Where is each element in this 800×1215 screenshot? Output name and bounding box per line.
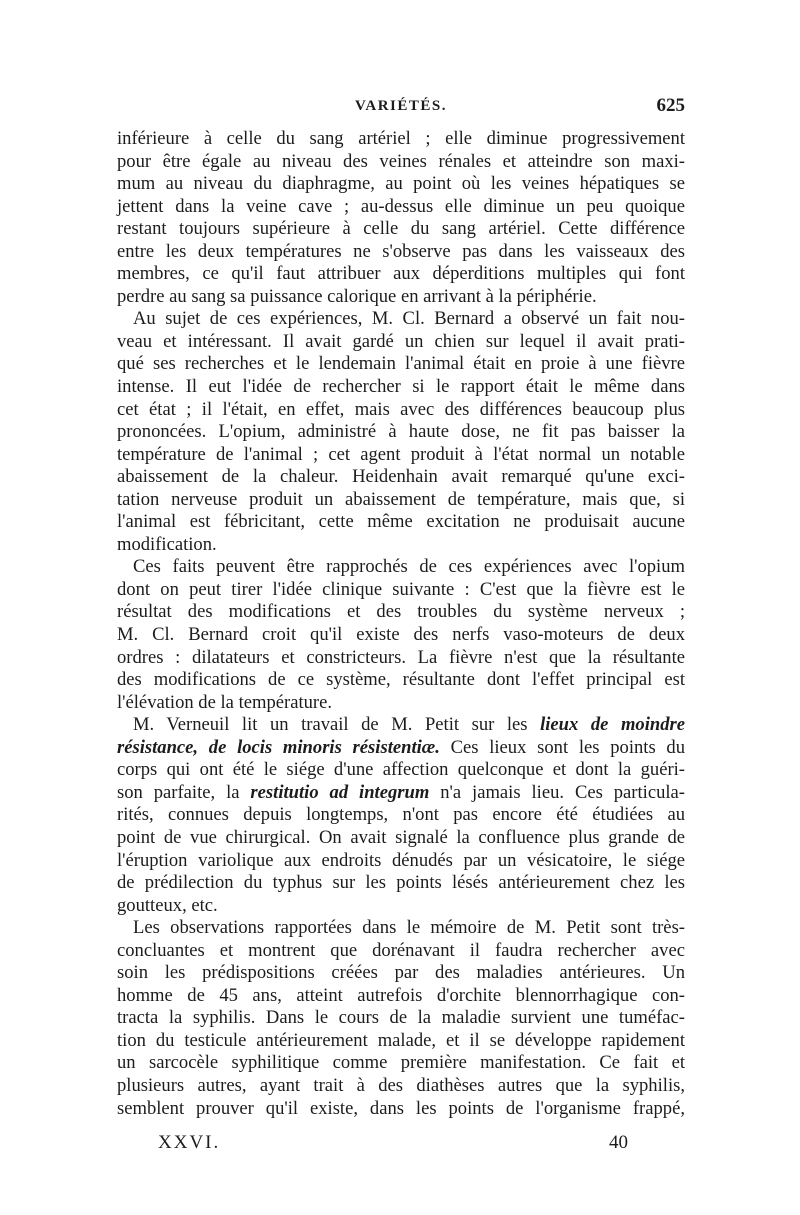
text-line: tracta la syphilis. Dans le cours de la maladie survient une tuméfac-	[117, 1007, 685, 1029]
text-line: perdre au sang sa puissance calorique en arrivant à la périphérie.	[117, 285, 597, 307]
text-line: modification.	[117, 533, 217, 555]
text-line: veau et intéressant. Il avait gardé un chien sur lequel il avait prati-	[117, 330, 685, 352]
text-line: mum au niveau du diaphragme, au point où les veines hépatiques se	[117, 173, 685, 195]
text-line	[117, 737, 685, 760]
text-line: entre les deux températures ne s'observe pas dans les vaisseaux des	[117, 240, 685, 262]
text-line: intense. Il eut l'idée de rechercher si le rapport était le même dans	[117, 376, 685, 398]
text-line: l'éruption variolique aux endroits dénudés par un vésicatoire, le siége	[117, 849, 685, 871]
text-line: l'élévation de la température.	[117, 691, 333, 713]
italic-latin-phrase: lieux de moindre	[540, 714, 685, 736]
text-line: soin les prédispositions créées par des maladies antérieures. Un	[117, 962, 685, 984]
text-line: de prédilection du typhus sur les points lésés antérieurement chez les	[117, 872, 685, 894]
text-line: un sarcocèle syphilitique comme première manifestation. Ce fait et	[117, 1052, 685, 1074]
page-number: 625	[656, 95, 685, 116]
text-line: restant toujours supérieure à celle du sang artériel. Cette différence	[117, 218, 685, 240]
text-line: des modifications de ce système, résultante dont l'effet principal est	[117, 669, 685, 691]
text-segment: Ces lieux sont les points du	[450, 736, 685, 758]
signature-mark: XXVI.	[158, 1132, 221, 1153]
text-line: qué ses recherches et le lendemain l'animal était en proie à une fièvre	[117, 353, 685, 375]
running-title: VARIÉTÉS.	[354, 98, 447, 114]
body-text	[117, 128, 685, 1120]
text-segment: M. Verneuil lit un travail de M. Petit sur les	[133, 714, 528, 736]
text-line: ordres : dilatateurs et constricteurs. La fièvre n'est que la résultante	[117, 646, 685, 668]
text-line	[117, 782, 685, 805]
text-line: température de l'animal ; cet agent produit à l'état normal un notable	[117, 443, 685, 465]
text-line: plusieurs autres, ayant trait à des diathèses autres que la syphilis,	[117, 1074, 685, 1096]
text-line	[117, 714, 685, 737]
text-line: inférieure à celle du sang artériel ; elle diminue progressivement	[117, 128, 685, 149]
text-line: jettent dans la veine cave ; au-dessus elle diminue un peu quoique	[117, 195, 685, 217]
italic-latin-phrase: restitutio ad integrum	[250, 781, 430, 803]
text-line: tion du testicule antérieurement malade, et il se développe rapidement	[117, 1029, 685, 1051]
text-line: cet état ; il l'était, en effet, mais avec des différences beaucoup plus	[117, 398, 685, 420]
text-line: pour être égale au niveau des veines rénales et atteindre son maxi-	[117, 150, 685, 172]
text-line: abaissement de la chaleur. Heidenhain avait remarqué qu'une exci-	[117, 466, 685, 488]
sheet-number: 40	[609, 1132, 628, 1153]
text-line: membres, ce qu'il faut attribuer aux déperditions multiples qui font	[117, 263, 685, 285]
text-line: Les observations rapportées dans le mémoire de M. Petit sont très-	[133, 917, 685, 939]
text-line: Ces faits peuvent être rapprochés de ces expériences avec l'opium	[133, 556, 685, 578]
text-line: résultat des modifications et des troubles du système nerveux ;	[117, 601, 685, 623]
text-segment: n'a jamais lieu. Ces particula-	[440, 781, 685, 803]
text-line: concluantes et montrent que dorénavant il faudra rechercher avec	[117, 939, 685, 961]
page-header	[117, 95, 685, 124]
text-line: point de vue chirurgical. On avait signalé la confluence plus grande de	[117, 826, 685, 848]
text-line: rités, connues depuis longtemps, n'ont pas encore été étudiées au	[117, 804, 685, 826]
text-line: Au sujet de ces expériences, M. Cl. Bernard a observé un fait nou-	[133, 308, 685, 330]
text-line: l'animal est fébricitant, cette même excitation ne produisait aucune	[117, 511, 685, 533]
italic-latin-phrase: résistance, de locis minoris résistentiæ.	[117, 736, 440, 758]
text-line: semblent prouver qu'il existe, dans les points de l'organisme frappé,	[117, 1097, 685, 1119]
text-line: tation nerveuse produit un abaissement de température, mais que, si	[117, 488, 685, 510]
text-line: dont on peut tirer l'idée clinique suivante : C'est que la fièvre est le	[117, 578, 685, 600]
page-footer	[158, 1132, 628, 1162]
text-line: prononcées. L'opium, administré à haute dose, ne fit pas baisser la	[117, 421, 685, 443]
text-line: corps qui ont été le siége d'une affection quelconque et dont la guéri-	[117, 759, 685, 781]
text-line: M. Cl. Bernard croit qu'il existe des nerfs vaso-moteurs de deux	[117, 624, 685, 646]
text-line: homme de 45 ans, atteint autrefois d'orchite blennorrhagique con-	[117, 984, 685, 1006]
text-segment: son parfaite, la	[117, 781, 240, 803]
text-line: goutteux, etc.	[117, 894, 218, 916]
